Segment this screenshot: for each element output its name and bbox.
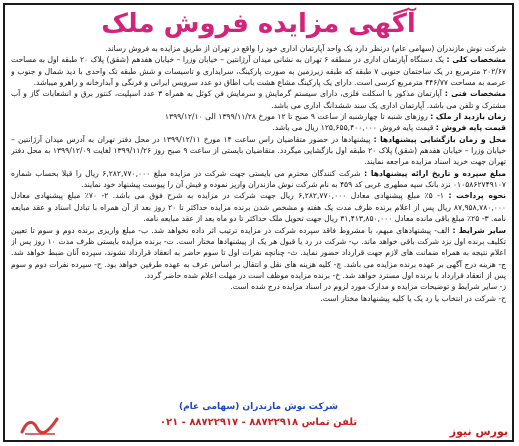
notice-title: آگهی مزایده فروش ملک	[101, 9, 416, 39]
section-heading: سایر شرایط :	[452, 225, 506, 235]
newspaper-logo-icon	[19, 414, 61, 436]
paragraph-opening: محل و زمان بازگشایی پیشنهادها : پیشنهادها در حضور متقاضیان راس ساعت ۱۴ مورخ ۱۳۹۹/۱۲/۱۱ در محل دفتر تهران به آدرس میدان آرژانتین – خیابان وزرا – خیابان هفدهم (شقق) پلاک ۲۰ طبقه اول بازگشایی میگردد. متقاضیان بایستی از ساعت ۹ صبح روز ۱۳۹۹/۱۱/۲۶ لغایت ۱۳۹۹/۱۲/۰۹ به محل دفتر تهران جهت خرید اسناد مزایده مراجعه نمایند.	[11, 134, 506, 167]
section-heading: نحوه پرداخت :	[448, 191, 506, 201]
brand-name: بورس نیوز	[449, 425, 508, 438]
paragraph-deposit: مبلغ سپرده و تاریخ ارائه پیشنهادها : شرکت کنندگان محترم می بایستی جهت شرکت در مزایده مبلغ ۶,۲۸۲,۷۷۰,۰۰۰ ریال را قبلا بحساب شماره ۰۱۰۵۸۶۲۷۴۹۱۰۷ نزد بانک سپه مطهری غربی کد ۴۵۹ به نام شرکت نوش مازندران واریز نموده و فیش آن را پیوست پیشنهاد خود نمایند.	[11, 168, 506, 190]
paragraph-technical-specs: مشخصات فنی : آپارتمان مذکور با اسکلت فلزی، دارای سیستم گرمایش و سرمایش فن کوئل به همراه ۳ عدد اسپلیت، کنتور برق و انشعابات گاز و آب مشترک و تلفن می باشد. آپارتمان اداری یک سند ششدانگ اداری می باشد.	[11, 89, 506, 110]
section-heading: مبلغ سپرده و تاریخ ارائه پیشنهادها :	[364, 168, 506, 178]
paragraph-payment: نحوه پرداخت : ۱- ۵٪ مبلغ پیشنهادی معادل ۶,۲۸۲,۷۷۰,۰۰۰ ریال جهت شرکت در مزایده به شرح فوق می باشد. ۲- ۷۰٪ مبلغ پیشنهادی معادل ۸۷,۹۵۸,۷۸۰,۰۰۰ ریال پس از اعلام برنده ظرف مدت یک هفته و مشخص شدن برنده مزایده حداکثر تا ۲۰ روز بعد از آن همراه با تبادل اسناد و عقد مبایعه نامه. ۳- ۲۵٪ مبلغ باقی مانده معادل ۳۱,۴۱۳,۸۵۰,۰۰۰ ریال جهت تحویل ملک حداکثر تا دو ماه بعد از عقد مبایعه نامه.	[11, 191, 506, 224]
section-heading: زمان بازدید از ملک :	[430, 112, 506, 122]
paragraph-base-price: قیمت پایه فروش : قیمت پایه فروش ۱۲۵,۶۵۵,۴۰۰,۰۰۰ ریال می باشد.	[272, 123, 506, 133]
paragraph-term-h: ح- شرکت در انتخاب یا رد یک یا کلیه پیشنهادها مختار است.	[320, 293, 506, 303]
paragraph-other-terms: سایر شرایط : الف- پیشنهادهای مبهم، با مشروط فاقد سپرده شرکت در مزایده ترتیب اثر داده نخواهد شد. ب- مبلغ واریزی برنده دوم و سوم تا تعیین تکلیف برنده اول نزد شرکت باقی خواهد ماند. پ- شرکت در رد یا قبول هر یک از پیشنهادها مختار است. ت- برنده مزایده بایستی ظرف مدت ۱۰ روز پس از اعلام نتیجه به همراه ضمانت های لازم جهت قرارداد حضور نماید. ث- چنانچه نفرات اول تا سوم حاضر به انعقاد قرارداد نشوند، سپرده آنان ضبط خواهد شد. ج- هزینه درج آگهی بر عهده برنده مزایده می باشد. چ- کلیه هزینه های نقل و انتقال بر اساس عرف به عهده طرفین خواهد بود. ح- سپرده نفرات دوم و سوم پس از انعقاد قرارداد با برنده اول مسترد خواهد شد. خ- برنده مزایده موظف است در مهلت اعلام شده حاضر گردد.	[11, 225, 506, 280]
paragraph-intro: شرکت نوش مازندران (سهامی عام) درنظر دارد یک واحد آپارتمان اداری خود را واقع در تهران از طریق مزایده به فروش رساند.	[105, 44, 506, 53]
section-heading: محل و زمان بازگشایی پیشنهادها :	[373, 134, 506, 144]
section-heading: قیمت پایه فروش :	[435, 123, 506, 133]
auction-notice	[3, 3, 514, 442]
paragraph-general-specs: مشخصات کلی : یک دستگاه آپارتمان اداری در منطقه ۶ تهران به نشانی میدان آرژانتین – خیابان وزرا – خیابان هفدهم (شقق) پلاک ۲۰ طبقه اول به مساحت ۲۰۲/۶۷ مترمربع در یک ساختمان جنوبی ۷ طبقه که طبقه زیرزمین به صورت پارکینگ، سرایداری و تاسیسات و شش طبقه تک واحدی با دید شمال و جنوب و عرصه به مساحت ۴۴۶/۷۷ مترمربع کرسی است. دارای یک پارکینگ مشاع هشت باب اطاق دو عدد سرویس ایرانی و فرنگی و آبدارخانه و راهرو میباشد.	[11, 55, 506, 88]
notice-body	[11, 43, 506, 396]
paragraph-term-z: ز- سایر شرایط و توضیحات مزایده و مدارک مورد لزوم در اسناد مزایده درج شده است.	[230, 282, 506, 292]
signature-company: شرکت نوش مازندران (سهامی عام)	[178, 402, 339, 412]
signature-phones: تلفن تماس ۸۸۷۲۲۹۱۸ - ۸۸۷۲۲۹۱۷ - ۰۲۱	[159, 417, 358, 428]
section-heading: مشخصات کلی :	[446, 55, 506, 65]
section-heading: مشخصات فنی :	[444, 89, 506, 99]
paragraph-visit-time: زمان بازدید از ملک : روزهای شنبه تا چهارشنبه از ساعت ۹ صبح تا ۱۲ مورخ ۱۳۹۹/۱۱/۲۸ الی ۱۳۹۹/۱۲/۱۰	[164, 112, 506, 122]
